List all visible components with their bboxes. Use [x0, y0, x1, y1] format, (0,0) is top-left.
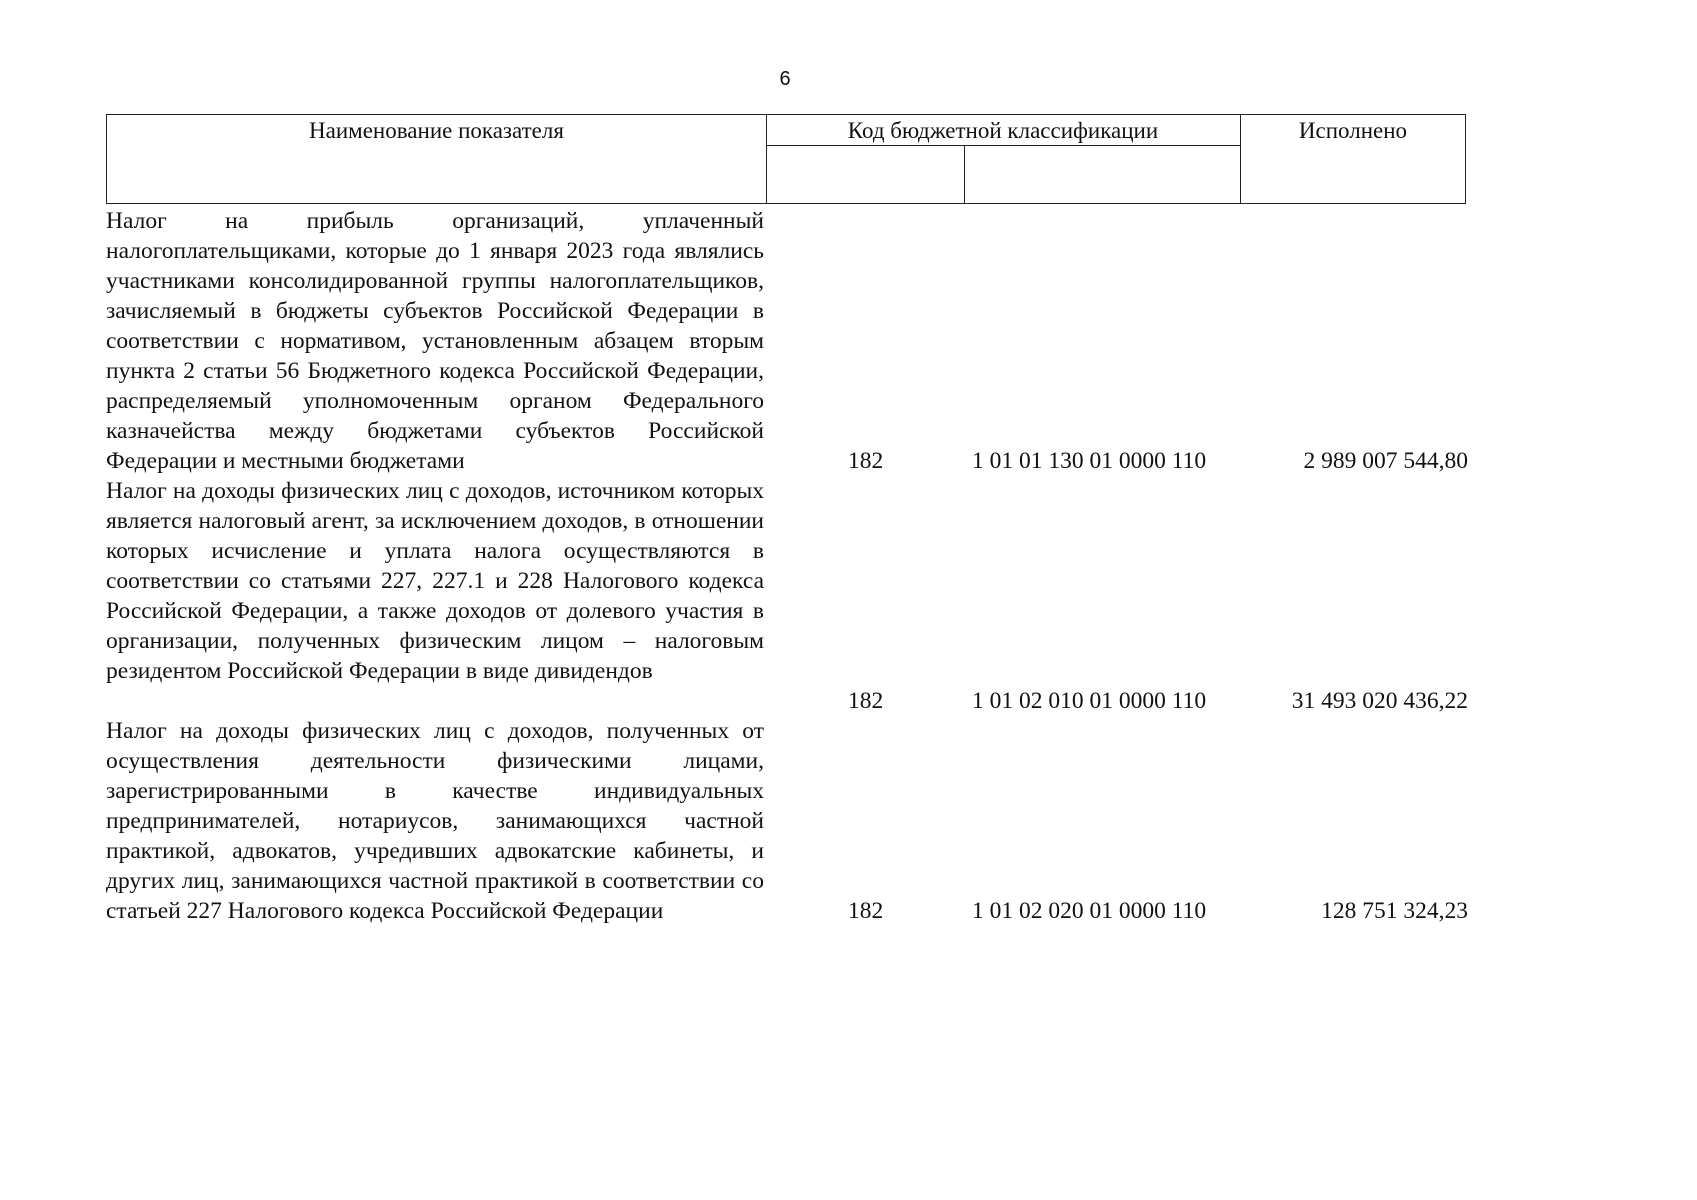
- header-subdivider: [766, 145, 1240, 146]
- row-description: Налог на прибыль организаций, уплаченный налогоплательщиками, которые до 1 января 2023 года являлись участниками консолидированной группы налогоплательщиков, зачисляемый в бюджеты субъектов Российской Федерации в соответствии с нормативом, установленным абзацем вторым пункта 2 статьи 56 Бюджетного кодекса Российской Федерации, распределяемый уполномоченным органом Федерального казначейства между бюджетами субъектов Российской Федерации и местными бюджетами: [106, 208, 764, 474]
- row-executed-amount: 128 751 324,23: [1321, 898, 1468, 924]
- table-row: [106, 476, 1468, 716]
- row-kbk: 1 01 02 020 01 0000 110: [972, 898, 1207, 924]
- row-kbk: 1 01 01 130 01 0000 110: [972, 448, 1207, 474]
- table-row: [106, 206, 1468, 476]
- row-kbk: 1 01 02 010 01 0000 110: [972, 688, 1207, 714]
- header-budget-code: Код бюджетной классификации: [847, 118, 1159, 143]
- header-executed: Исполнено: [1298, 118, 1408, 143]
- row-admin-code: 182: [848, 448, 884, 474]
- header-subdivider: [964, 145, 965, 203]
- row-admin-code: 182: [848, 898, 884, 924]
- header-name: Наименование показателя: [309, 118, 564, 143]
- row-executed-amount: 2 989 007 544,80: [1303, 448, 1468, 474]
- row-description: Налог на доходы физических лиц с доходов, полученных от осуществления деятельности физическими лицами, зарегистрированными в качестве индивидуальных предпринимателей, нотариусов, занимающихся частной практикой, адвокатов, учредивших адвокатские кабинеты, и других лиц, занимающихся частной практикой в соответствии со статьей 227 Налогового кодекса Российской Федерации: [106, 718, 764, 924]
- table-row: [106, 716, 1468, 926]
- row-description: Налог на доходы физических лиц с доходов, источником которых является налоговый агент, за исключением доходов, в отношении которых исчисление и уплата налога осуществляются в соответствии со статьями 227, 227.1 и 228 Налогового кодекса Российской Федерации, а также доходов от долевого участия в организации, полученных физическим лицом – налоговым резидентом Российской Федерации в виде дивидендов: [106, 478, 764, 684]
- row-executed-amount: 31 493 020 436,22: [1291, 688, 1468, 714]
- page-number: 6: [779, 68, 791, 90]
- row-admin-code: 182: [848, 688, 884, 714]
- table-header: [106, 114, 1466, 204]
